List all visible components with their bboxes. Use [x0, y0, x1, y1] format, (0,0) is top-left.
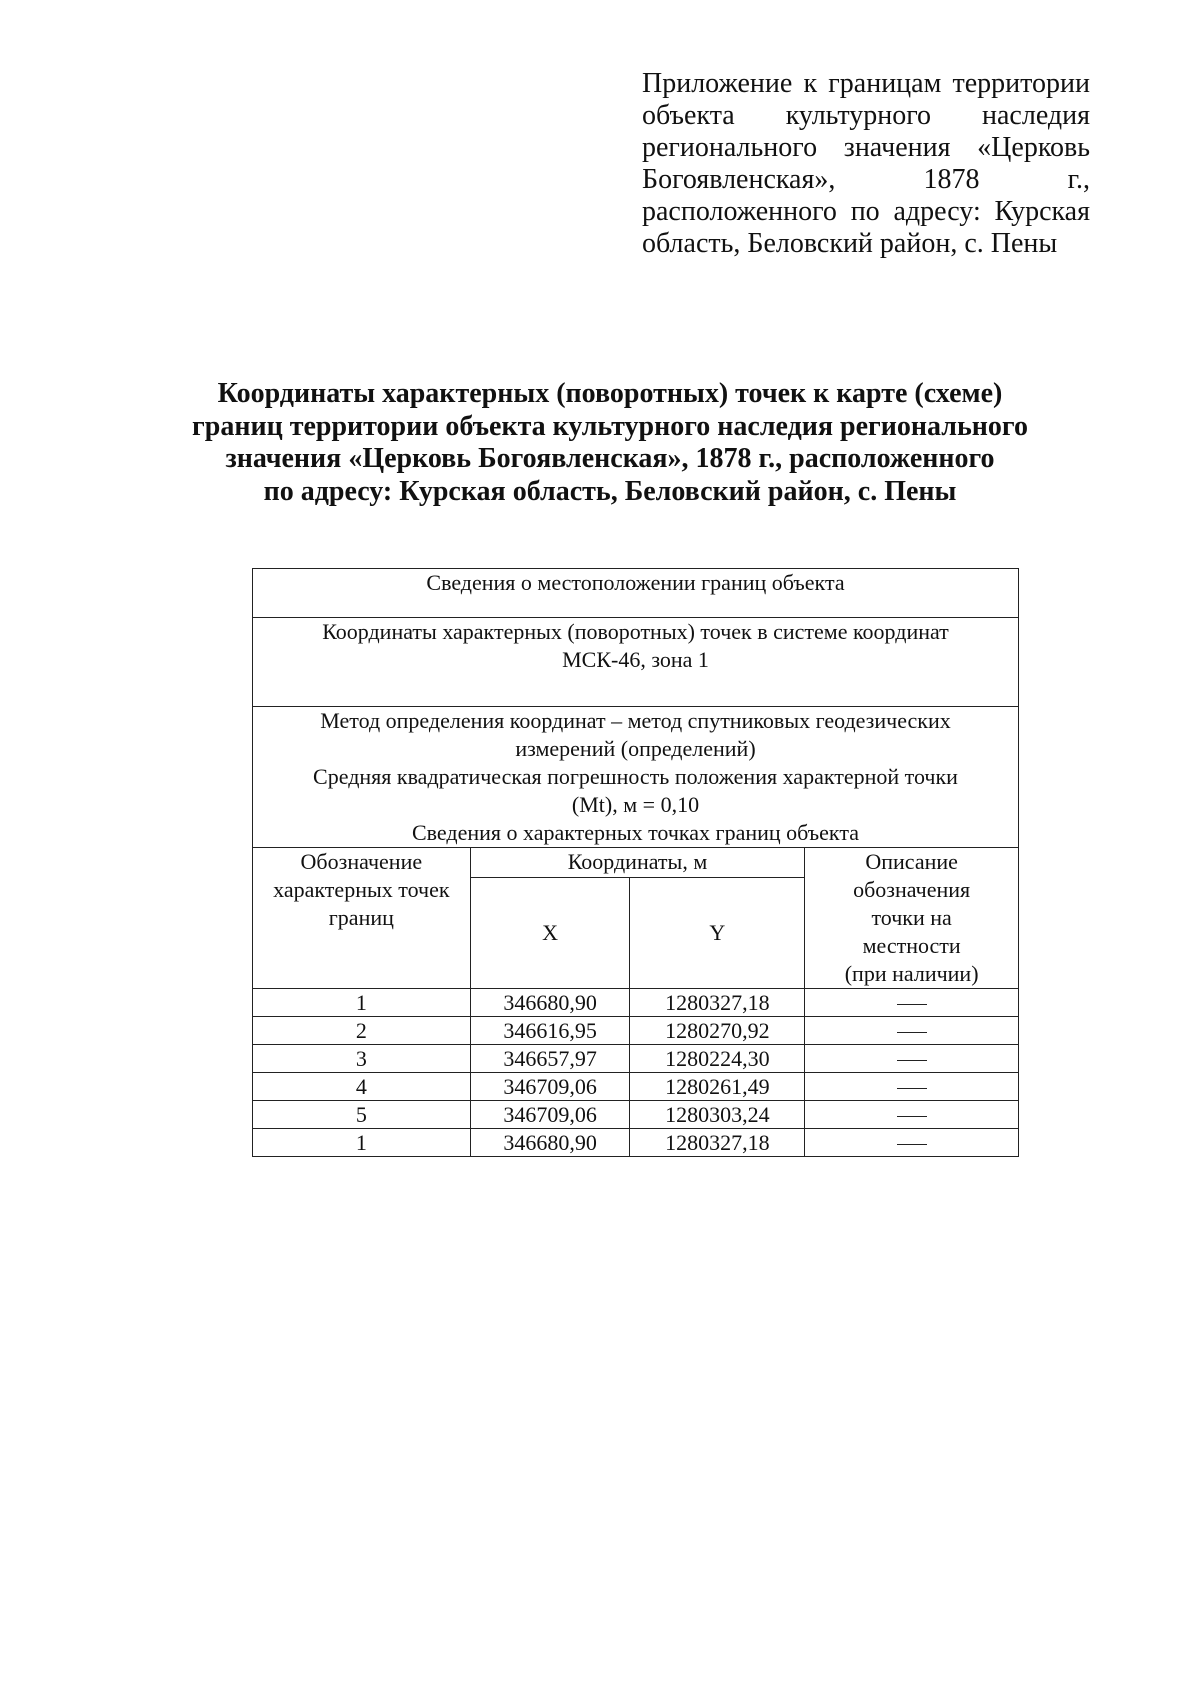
table-row [253, 1129, 1019, 1157]
table-row [253, 1101, 1019, 1129]
point-x: 346709,06 [470, 1073, 630, 1101]
col-description-text: обозначения [853, 877, 971, 902]
error-line: (Mt), м = 0,10 [571, 792, 700, 817]
point-number: 5 [253, 1101, 471, 1129]
title-line: границ территории объекта культурного наследия регионального [192, 410, 1028, 442]
dash-mark [897, 1144, 927, 1145]
point-y: 1280303,24 [630, 1101, 805, 1129]
col-coords-header: Координаты, м [470, 848, 805, 878]
method-line: измерений (определений) [515, 736, 756, 761]
document-title [160, 378, 1060, 508]
col-designation-text: характерных точек [273, 877, 450, 902]
col-description-text: точки на [871, 905, 952, 930]
point-number: 4 [253, 1073, 471, 1101]
col-designation-header [253, 848, 471, 989]
col-designation-text: границ [328, 905, 394, 930]
point-x: 346680,90 [470, 1129, 630, 1157]
point-y: 1280327,18 [630, 1129, 805, 1157]
table-header: Сведения о местоположении границ объекта [253, 569, 1019, 618]
point-description [805, 1017, 1019, 1045]
dash-mark [897, 1060, 927, 1061]
dash-mark [897, 1004, 927, 1005]
coordinate-system-cell [253, 618, 1019, 707]
title-line: значения «Церковь Богоявленская», 1878 г., расположенного [225, 443, 995, 474]
point-number: 3 [253, 1045, 471, 1073]
dash-mark [897, 1088, 927, 1089]
title-line: Координаты характерных (поворотных) точек к карте (схеме) [217, 378, 1003, 409]
points-info: Сведения о характерных точках границ объекта [412, 820, 859, 845]
point-number: 1 [253, 989, 471, 1017]
coordinate-system-line: МСК-46, зона 1 [562, 647, 709, 672]
point-y: 1280224,30 [630, 1045, 805, 1073]
col-description-text: местности [862, 933, 961, 958]
coordinate-system-line: Координаты характерных (поворотных) точек в системе координат [322, 619, 949, 644]
point-number: 2 [253, 1017, 471, 1045]
point-x: 346680,90 [470, 989, 630, 1017]
point-description [805, 1129, 1019, 1157]
point-y: 1280261,49 [630, 1073, 805, 1101]
point-x: 346616,95 [470, 1017, 630, 1045]
point-description [805, 1073, 1019, 1101]
appendix-note: Приложение к границам территории объекта культурного наследия регионального значения «Церковь Богоявленская», 1878 г., расположенного по адресу: Курская область, Беловский район, с. Пены [642, 68, 1090, 259]
point-x: 346709,06 [470, 1101, 630, 1129]
method-cell [253, 707, 1019, 848]
point-y: 1280270,92 [630, 1017, 805, 1045]
point-x: 346657,97 [470, 1045, 630, 1073]
table-row [253, 989, 1019, 1017]
table-row [253, 1045, 1019, 1073]
dash-mark [897, 1032, 927, 1033]
point-y: 1280327,18 [630, 989, 805, 1017]
col-description-header [805, 848, 1019, 989]
coordinates-table [252, 568, 1019, 1157]
col-x-header: X [470, 878, 630, 989]
table-row [253, 1017, 1019, 1045]
col-y-header: Y [630, 878, 805, 989]
point-description [805, 989, 1019, 1017]
error-line: Средняя квадратическая погрешность положения характерной точки [313, 764, 958, 789]
col-description-text: (при наличии) [844, 961, 979, 986]
dash-mark [897, 1116, 927, 1117]
col-description-text: Описание [865, 849, 958, 874]
point-number: 1 [253, 1129, 471, 1157]
method-line: Метод определения координат – метод спутниковых геодезических [320, 708, 951, 733]
point-description [805, 1101, 1019, 1129]
point-description [805, 1045, 1019, 1073]
table-row [253, 1073, 1019, 1101]
title-line: по адресу: Курская область, Беловский район, с. Пены [263, 475, 957, 507]
col-designation-text: Обозначение [300, 849, 423, 874]
